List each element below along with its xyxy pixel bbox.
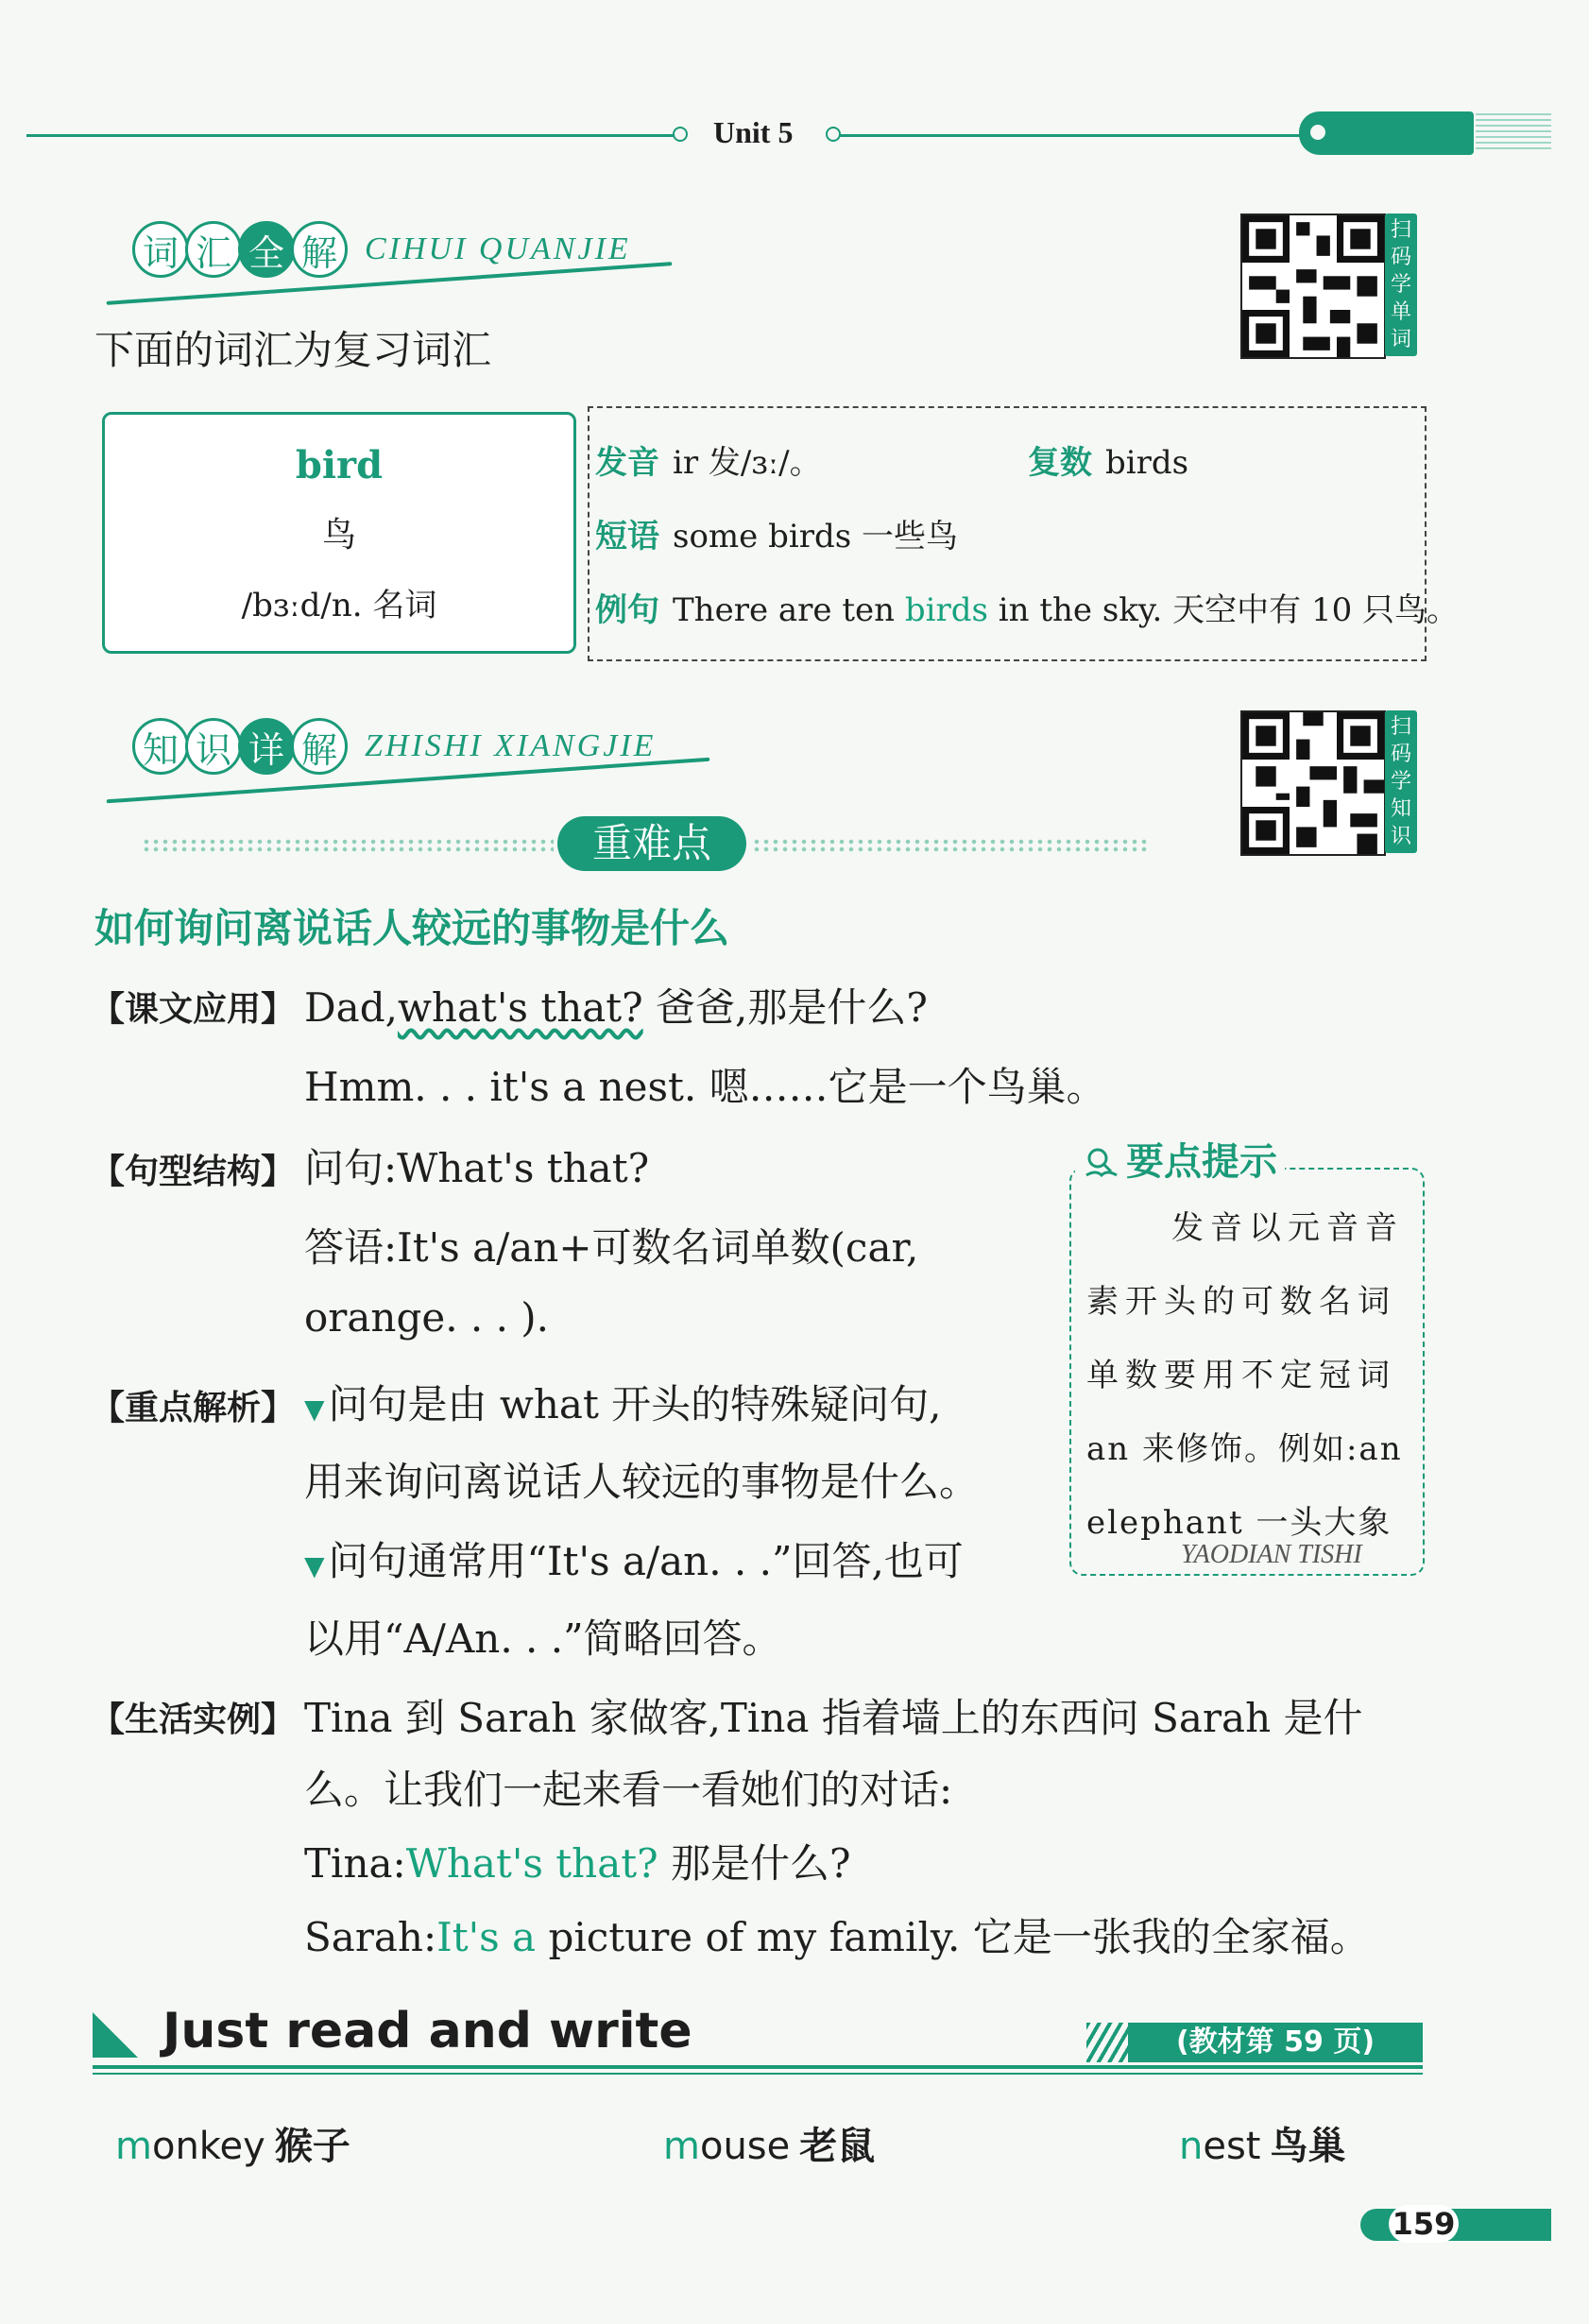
lesson-line: 么。让我们一起来看一看她们的对话: — [304, 1767, 953, 1813]
qr-tag-char: 学 — [1390, 273, 1411, 297]
initial-letter: m — [663, 2125, 700, 2168]
topic-heading: 如何询问离说话人较远的事物是什么 — [94, 905, 730, 951]
word-rest: ouse — [699, 2125, 791, 2168]
lesson-line: 以用“A/An. . .”简略回答。 — [304, 1615, 782, 1662]
read-write-item — [115, 2116, 350, 2170]
word-rest: onkey — [151, 2125, 265, 2168]
pronunciation-label: 发音 — [595, 444, 659, 482]
phrase-label: 短语 — [595, 518, 659, 555]
example-line — [595, 584, 1459, 630]
qr-tag-knowledge — [1385, 710, 1417, 853]
lesson-line: Tina 到 Sarah 家做客,Tina 指着墙上的东西问 Sarah 是什 — [304, 1695, 1363, 1741]
vocab-pinyin: CIHUI QUANJIE — [365, 231, 631, 266]
lesson-text: 问句是由 what 开头的特殊疑问句, — [328, 1381, 942, 1427]
lesson-wavy-text: what's that? — [397, 984, 643, 1031]
tag-text-application: 【课文应用】 — [91, 990, 296, 1029]
knowledge-pinyin: ZHISHI XIANGJIE — [365, 728, 657, 763]
page-number: 159 — [1389, 2205, 1459, 2243]
lesson-line: 答语:It's a/an+可数名词单数(car, — [304, 1224, 919, 1271]
qr-tag-char: 扫 — [1390, 715, 1411, 739]
vocab-detail-box — [588, 406, 1460, 661]
word-meaning: 老鼠 — [799, 2125, 876, 2168]
qr-tag-char: 识 — [1390, 825, 1411, 848]
read-write-rule — [93, 2065, 1423, 2069]
header-tab — [1299, 111, 1474, 155]
qr-tag-char: 词 — [1390, 328, 1411, 351]
vocab-phonetic: /bɜːd/n. 名词 — [241, 587, 437, 624]
qr-tag-vocab — [1385, 214, 1417, 356]
magnifier-book-icon — [1083, 1145, 1120, 1183]
lesson-line: 问句:What's that? — [304, 1145, 650, 1191]
phrase-text: some birds 一些鸟 — [673, 518, 958, 555]
knowledge-char: 知 — [132, 718, 189, 775]
tip-line: 单数要用不定冠词 — [1086, 1357, 1396, 1394]
plural-line — [1028, 436, 1188, 483]
header-rule-left — [26, 134, 678, 137]
qr-code-vocab[interactable] — [1240, 214, 1386, 359]
lesson-text: picture of my family. 它是一张我的全家福。 — [536, 1914, 1370, 1960]
example-text-post: in the sky. 天空中有 10 只鸟。 — [998, 591, 1460, 629]
vocab-char: 解 — [291, 221, 348, 278]
qr-pattern-icon — [1242, 215, 1384, 357]
qr-tag-char: 单 — [1390, 300, 1411, 324]
tip-footer: YAODIAN TISHI — [1181, 1540, 1362, 1569]
lesson-line — [304, 1906, 1370, 1963]
key-point-dots-left — [142, 838, 554, 853]
lesson-text: Sarah: — [304, 1914, 437, 1960]
example-label: 例句 — [595, 591, 659, 629]
lesson-text: Dad, — [304, 984, 398, 1031]
vocab-char: 词 — [132, 221, 189, 278]
lesson-line: orange. . . ). — [304, 1294, 550, 1341]
vocab-card — [102, 412, 576, 654]
key-point-badge: 重难点 — [557, 816, 746, 871]
knowledge-char: 解 — [291, 718, 348, 775]
lesson-highlight: What's that? — [405, 1840, 658, 1887]
qr-tag-char: 学 — [1390, 770, 1411, 794]
triangle-bullet-icon: ▼ — [304, 1550, 325, 1581]
pronunciation-text: ir 发/ɜː/。 — [673, 444, 822, 482]
pronunciation-line — [595, 436, 822, 483]
tip-title-text: 要点提示 — [1126, 1140, 1277, 1184]
lesson-line — [304, 977, 928, 1034]
vocab-intro: 下面的词汇为复习词汇 — [94, 327, 492, 373]
lesson-line: Hmm. . . it's a nest. 嗯……它是一个鸟巢。 — [304, 1064, 1106, 1110]
lesson-text: 问句通常用“It's a/an. . .”回答,也可 — [328, 1538, 964, 1584]
knowledge-char: 识 — [185, 718, 242, 775]
lesson-line: 用来询问离说话人较远的事物是什么。 — [304, 1459, 980, 1505]
initial-letter: n — [1179, 2125, 1204, 2168]
example-text-pre: There are ten — [673, 591, 896, 629]
lesson-line — [304, 1833, 851, 1889]
lesson-highlight: It's a — [436, 1914, 537, 1960]
tip-line: an 来修饰。例如:an — [1086, 1430, 1403, 1468]
plural-text: birds — [1105, 444, 1189, 482]
initial-letter: m — [115, 2125, 152, 2168]
read-write-title: Just read and write — [162, 2003, 692, 2059]
qr-tag-char: 码 — [1390, 246, 1411, 269]
read-write-item — [1179, 2116, 1346, 2170]
qr-tag-char: 码 — [1390, 743, 1411, 766]
tip-line: 素开头的可数名词 — [1086, 1283, 1396, 1321]
lesson-text: 爸爸,那是什么? — [642, 984, 928, 1031]
tip-title — [1075, 1132, 1285, 1186]
tip-line: 发音以元音音 — [1171, 1209, 1404, 1247]
header-rule-right — [839, 134, 1302, 137]
plural-label: 复数 — [1028, 444, 1092, 482]
tag-sentence-structure: 【句型结构】 — [91, 1153, 296, 1191]
page-ref-stripes — [1086, 2023, 1130, 2062]
example-highlight: birds — [904, 591, 988, 629]
lesson-line — [304, 1530, 964, 1587]
tag-life-example: 【生活实例】 — [91, 1700, 296, 1739]
page-reference: (教材第 59 页) — [1128, 2023, 1423, 2062]
word-meaning: 鸟巢 — [1270, 2125, 1346, 2168]
qr-tag-char: 扫 — [1390, 218, 1411, 242]
tip-line: elephant 一头大象 — [1086, 1504, 1393, 1542]
header-hatch — [1476, 113, 1551, 153]
read-write-item — [663, 2116, 875, 2170]
read-write-rule-thin — [93, 2073, 1423, 2075]
qr-pattern-icon — [1242, 712, 1384, 854]
qr-code-knowledge[interactable] — [1240, 710, 1386, 856]
unit-title: Unit 5 — [713, 115, 794, 149]
header-dot-left — [673, 127, 688, 142]
vocab-word: bird — [295, 443, 384, 487]
knowledge-char: 详 — [238, 718, 295, 775]
phrase-line — [595, 510, 958, 556]
qr-tag-char: 知 — [1390, 797, 1411, 821]
word-rest: est — [1203, 2125, 1261, 2168]
key-point-dots-right — [752, 838, 1149, 853]
vocab-char: 汇 — [185, 221, 242, 278]
section-triangle-icon — [93, 2012, 138, 2058]
vocab-char: 全 — [238, 221, 295, 278]
word-meaning: 猴子 — [274, 2125, 350, 2168]
lesson-text: Tina: — [304, 1840, 406, 1887]
lesson-text: 那是什么? — [658, 1840, 851, 1887]
triangle-bullet-icon: ▼ — [304, 1393, 325, 1425]
tag-key-analysis: 【重点解析】 — [91, 1389, 296, 1427]
vocab-meaning: 鸟 — [321, 516, 356, 555]
lesson-line — [304, 1374, 942, 1430]
